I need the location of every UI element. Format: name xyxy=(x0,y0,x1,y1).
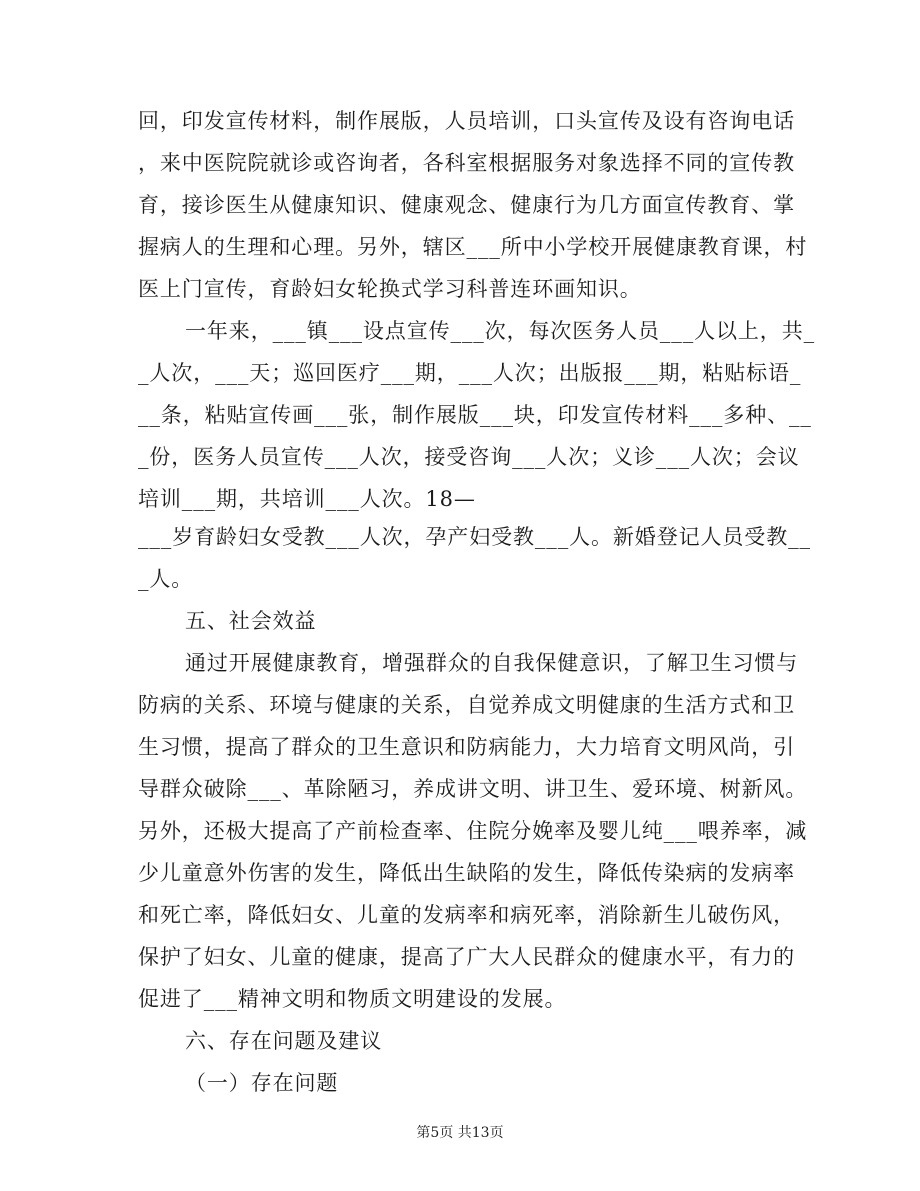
text-line: 导群众破除___、革除陋习，养成讲文明、讲卫生、爱环境、树新风。 xyxy=(138,777,808,801)
text-line: 回，印发宣传材料，制作展版，人员培训，口头宣传及设有咨询电话 xyxy=(138,109,795,133)
text-line: ___岁育龄妇女受教___人次，孕产妇受教___人。新婚登记人员受教__ xyxy=(138,525,811,549)
section-heading: 五、社会效益 xyxy=(185,609,317,633)
text-line: __条，粘贴宣传画___张，制作展版___块，印发宣传材料___多种、__ xyxy=(138,403,812,427)
text-line: ，来中医院院就诊或咨询者，各科室根据服务对象选择不同的宣传教 xyxy=(138,151,795,175)
paragraph-start-line: 通过开展健康教育，增强群众的自我保健意识，了解卫生习惯与 xyxy=(185,651,799,675)
text-line: 保护了妇女、儿童的健康，提高了广大人民群众的健康水平，有力的 xyxy=(138,945,795,969)
text-line: 少儿童意外伤害的发生，降低出生缺陷的发生，降低传染病的发病率 xyxy=(138,861,795,885)
text-line: 防病的关系、环境与健康的关系，自觉养成文明健康的生活方式和卫 xyxy=(138,693,795,717)
paragraph-start-line: 一年来，___镇___设点宣传___次，每次医务人员___人以上，共_ xyxy=(185,319,815,343)
text-line: 另外，还极大提高了产前检查率、住院分娩率及婴儿纯___喂养率，减 xyxy=(138,819,808,843)
text-line: _人。 xyxy=(138,567,194,591)
text-line: 培训___期，共培训___人次。18— xyxy=(138,487,476,511)
text-line: 和死亡率，降低妇女、儿童的发病率和病死率，消除新生儿破伤风， xyxy=(138,903,795,927)
text-line: 医上门宣传，育龄妇女轮换式学习科普连环画知识。 xyxy=(138,277,642,301)
text-line: 握病人的生理和心理。另外，辖区___所中小学校开展健康教育课，村 xyxy=(138,235,808,259)
text-line: 育，接诊医生从健康知识、健康观念、健康行为几方面宣传教育、掌 xyxy=(138,193,795,217)
text-line: 促进了___精神文明和物质文明建设的发展。 xyxy=(138,987,567,1011)
page-number-footer: 第5页 共13页 xyxy=(416,1125,504,1141)
text-line: _份，医务人员宣传___人次，接受咨询___人次；义诊___人次；会议 xyxy=(138,445,800,469)
text-line: _人次，___天；巡回医疗___期，___人次；出版报___期，粘贴标语_ xyxy=(138,361,802,385)
section-heading: 六、存在问题及建议 xyxy=(185,1029,383,1053)
subsection-heading: （一）存在问题 xyxy=(185,1071,339,1095)
text-line: 生习惯，提高了群众的卫生意识和防病能力，大力培育文明风尚，引 xyxy=(138,735,795,759)
